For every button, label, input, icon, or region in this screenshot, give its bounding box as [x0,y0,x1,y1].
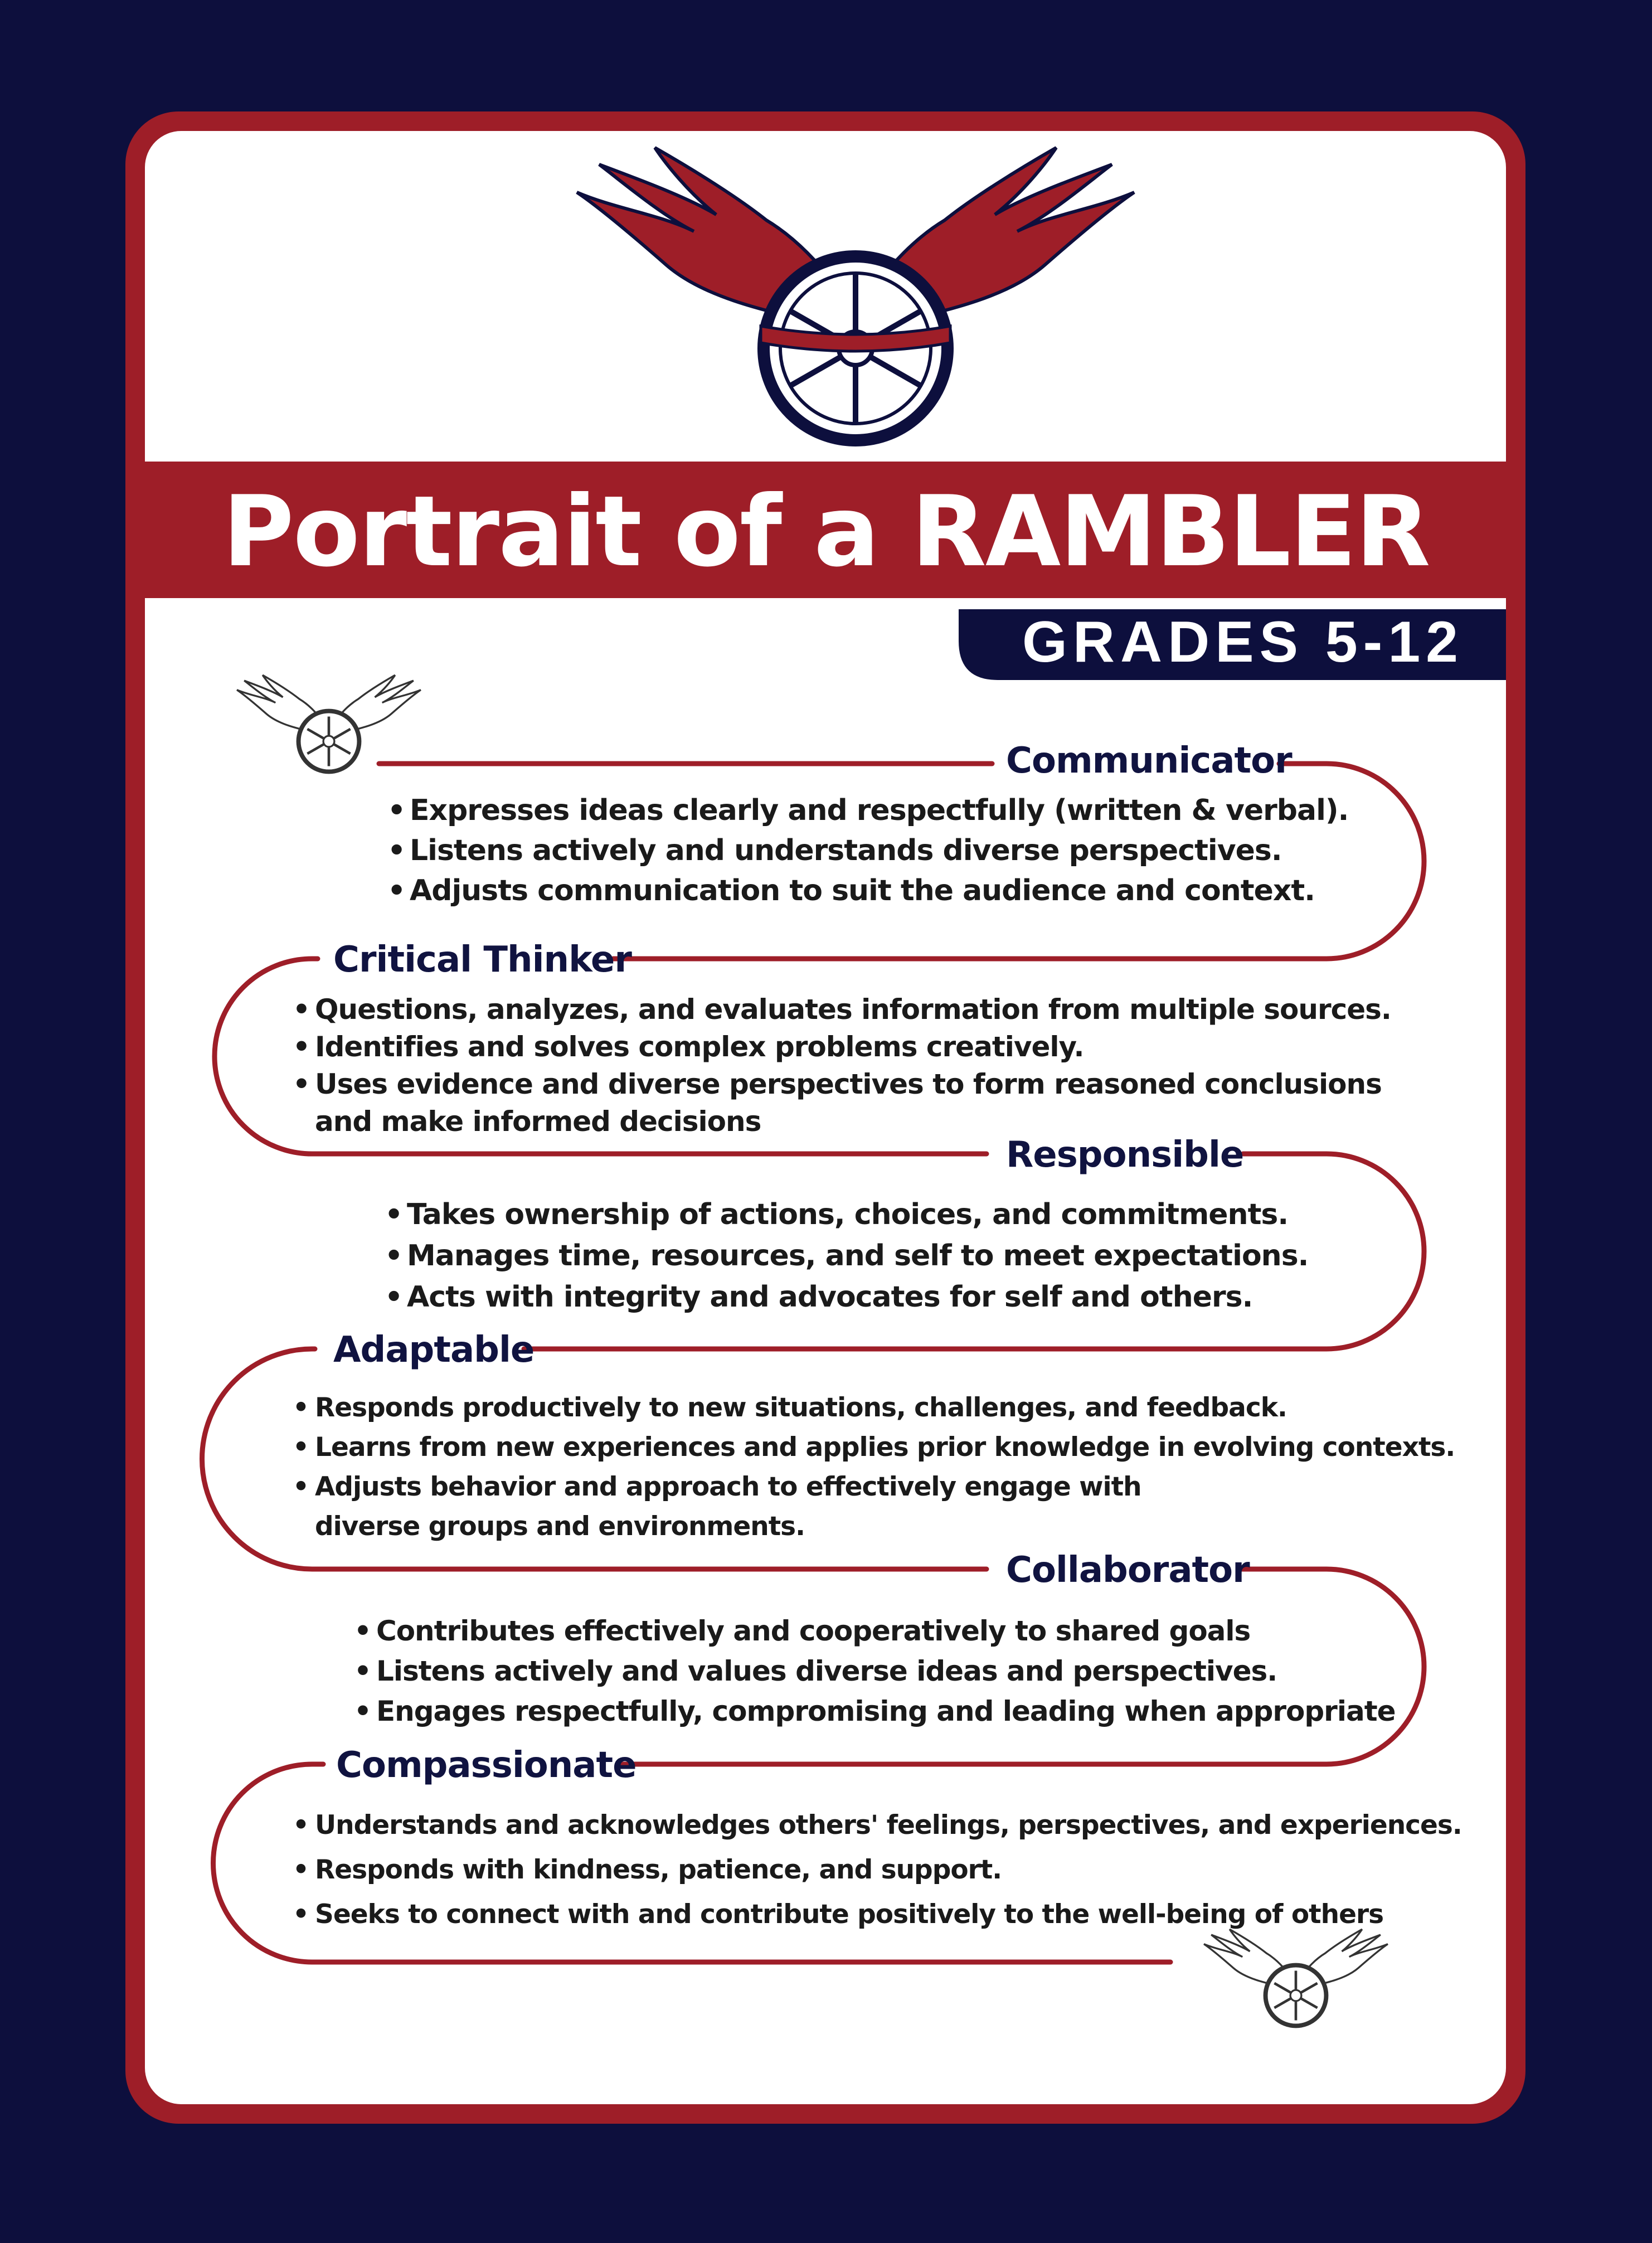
list-item: • Expresses ideas clearly and respectfully (written & verbal). [387,790,1348,831]
list-item: • Engages respectfully, compromising and leading when appropriate [354,1691,1396,1731]
section-heading-communicator: Communicator [1006,740,1292,781]
list-item: • Manages time, resources, and self to meet expectations. [385,1235,1308,1276]
list-item: • Acts with integrity and advocates for self and others. [385,1276,1308,1318]
list-item: • Adjusts behavior and approach to effectively engage with diverse groups and environments. [293,1467,1455,1546]
bullet-list-collaborator [354,1611,1396,1731]
section-heading-adaptable: Adaptable [333,1329,535,1371]
page-title: Portrait of a RAMBLER [222,475,1430,589]
list-item: • Contributes effectively and cooperatively to shared goals [354,1611,1396,1651]
list-item: • Adjusts communication to suit the audience and context. [387,871,1348,911]
section-heading-responsible: Responsible [1006,1134,1244,1176]
list-item: • Questions, analyzes, and evaluates information from multiple sources. [293,991,1391,1028]
list-item: • Takes ownership of actions, choices, and commitments. [385,1194,1308,1235]
grades-label: GRADES 5-12 [1022,610,1464,674]
list-item: • Responds productively to new situations, challenges, and feedback. [293,1388,1455,1428]
list-item: • Learns from new experiences and applies prior knowledge in evolving contexts. [293,1428,1455,1467]
list-item: • Understands and acknowledges others' feelings, perspectives, and experiences. [293,1803,1462,1848]
bullet-list-communicator [387,790,1348,911]
section-heading-critical-thinker: Critical Thinker [333,939,631,980]
bullet-list-adaptable [293,1388,1455,1546]
list-item: • Uses evidence and diverse perspectives to form reasoned conclusions and make informed decisions [293,1066,1391,1140]
section-heading-compassionate: Compassionate [336,1745,636,1786]
bullet-list-responsible [385,1194,1308,1318]
list-item: • Seeks to connect with and contribute positively to the well-being of others [293,1892,1462,1937]
bullet-list-critical-thinker [293,991,1391,1140]
list-item: • Listens actively and values diverse ideas and perspectives. [354,1651,1396,1691]
list-item: • Identifies and solves complex problems creatively. [293,1028,1391,1066]
bullet-list-compassionate [293,1803,1462,1937]
list-item: • Listens actively and understands diverse perspectives. [387,831,1348,871]
list-item: • Responds with kindness, patience, and support. [293,1848,1462,1892]
section-heading-collaborator: Collaborator [1006,1550,1250,1591]
